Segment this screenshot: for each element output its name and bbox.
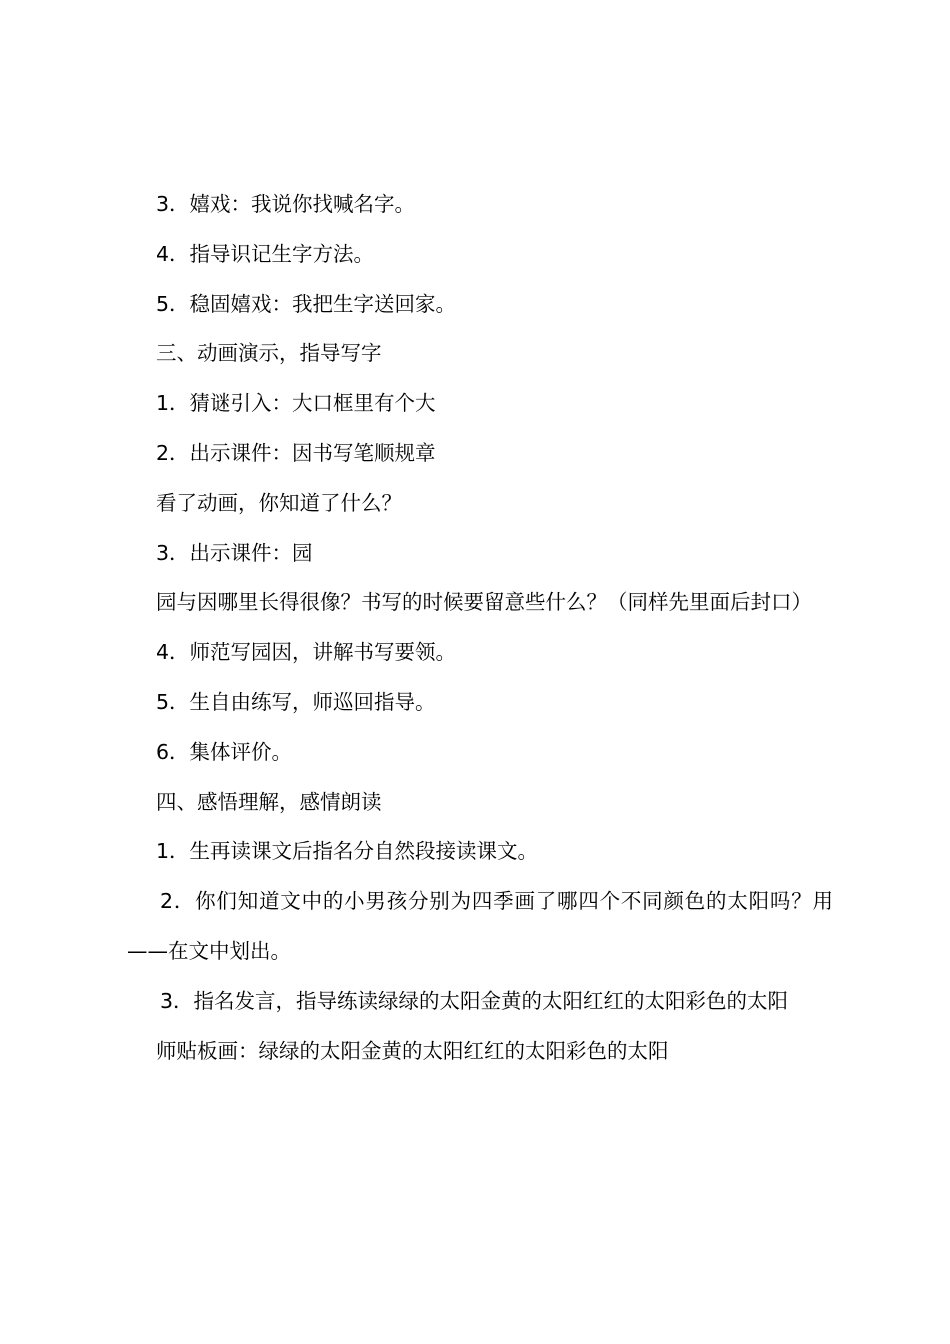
paragraph-1: 3．嬉戏：我说你找喊名字。 — [156, 192, 416, 216]
paragraph-17: 师贴板画：绿绿的太阳金黄的太阳红红的太阳彩色的太阳 — [156, 1038, 669, 1063]
paragraph-14: 1．生再读课文后指名分自然段接读课文。 — [156, 839, 539, 864]
paragraph-2: 4．指导识记生字方法。 — [156, 241, 375, 266]
paragraph-8: 3．出示课件：园 — [156, 540, 313, 565]
paragraph-9: 园与因哪里长得很像？书写的时候要留意些什么？（同样先里面后封口） — [156, 590, 812, 615]
section-heading-3: 三、动画演示，指导写字 — [156, 341, 382, 366]
paragraph-15: 2．你们知道文中的小男孩分别为四季画了哪四个不同颜色的太阳吗？用——在文中划出。 — [127, 889, 833, 963]
paragraph-5: 1．猜谜引入：大口框里有个大 — [156, 391, 436, 416]
paragraph-6: 2．出示课件：因书写笔顺规章 — [156, 440, 436, 465]
paragraph-7: 看了动画，你知道了什么？ — [156, 490, 402, 515]
document-body — [127, 180, 833, 1076]
paragraph-10: 4．师范写园因，讲解书写要领。 — [156, 640, 457, 665]
section-heading-4: 四、感悟理解，感情朗读 — [156, 789, 382, 814]
paragraph-11: 5．生自由练写，师巡回指导。 — [156, 689, 436, 714]
paragraph-12: 6．集体评价。 — [156, 739, 293, 764]
paragraph-16: 3．指名发言，指导练读绿绿的太阳金黄的太阳红红的太阳彩色的太阳 — [160, 988, 789, 1013]
paragraph-3: 5．稳固嬉戏：我把生字送回家。 — [156, 291, 457, 316]
